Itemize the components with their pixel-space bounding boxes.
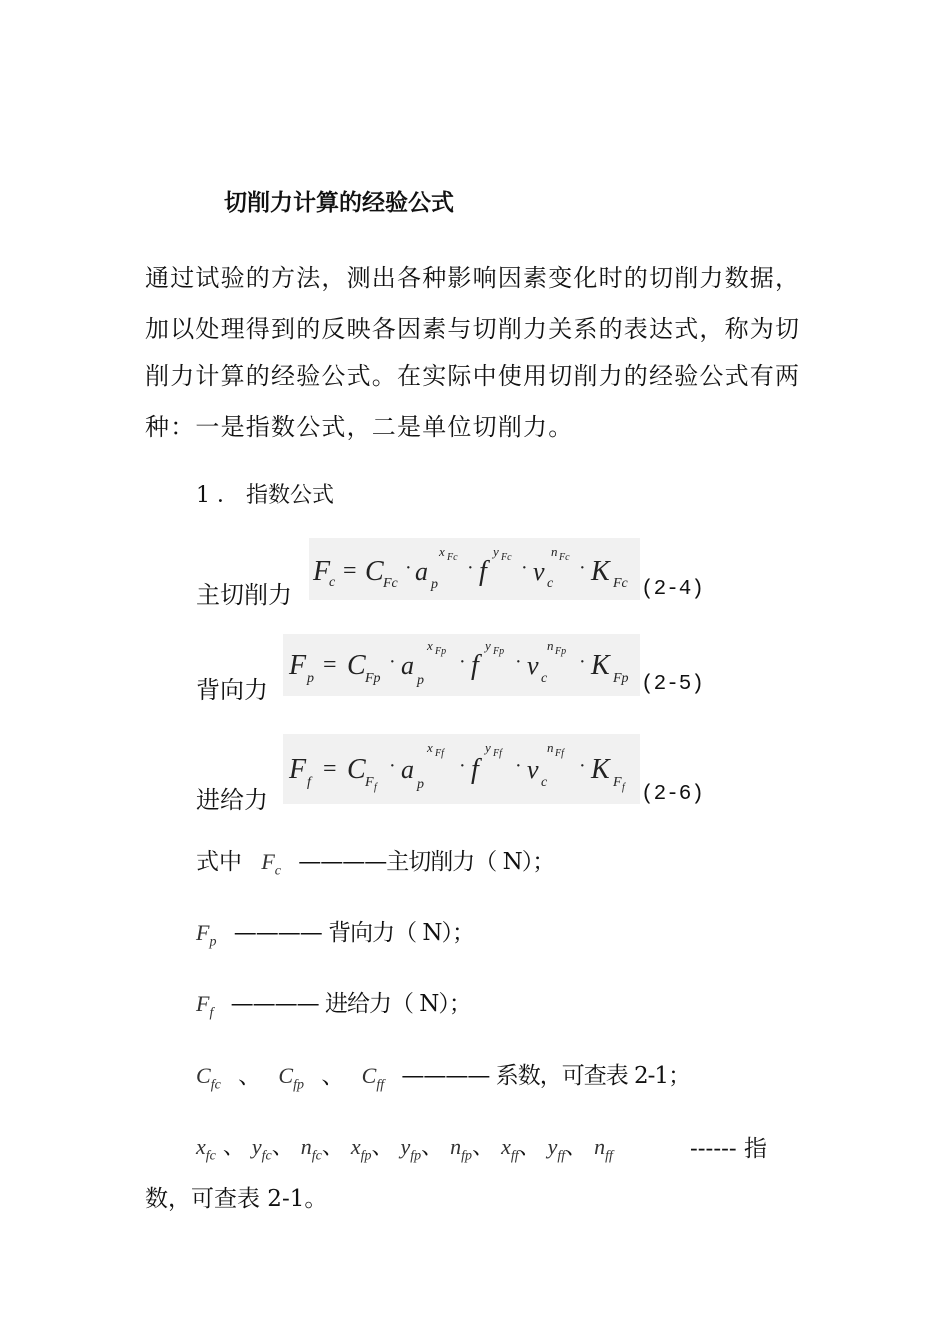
symbol-xfc: $x_{fc}$ bbox=[196, 1134, 216, 1164]
svg-text:=: = bbox=[323, 756, 337, 782]
svg-text:·: · bbox=[515, 755, 522, 777]
formula-label-back-force: 背向力 bbox=[196, 676, 268, 704]
symbol-fp: $F_p$ bbox=[196, 920, 217, 950]
svg-text:K: K bbox=[591, 556, 610, 587]
svg-text:p: p bbox=[431, 577, 438, 592]
svg-text:·: · bbox=[579, 651, 586, 673]
svg-text:Ff: Ff bbox=[555, 748, 564, 759]
svg-text:p: p bbox=[417, 673, 424, 688]
svg-text:F: F bbox=[289, 650, 307, 681]
svg-text:C: C bbox=[347, 650, 366, 681]
svg-text:f: f bbox=[479, 556, 487, 587]
symbol-fc: $F_c$ bbox=[261, 849, 281, 879]
symbol-nff: $n_{ff}$ bbox=[594, 1134, 613, 1164]
symbol-cfp: $C_{fp}$ bbox=[278, 1063, 304, 1093]
svg-text:=: = bbox=[343, 558, 357, 584]
svg-text:y: y bbox=[485, 740, 491, 755]
svg-text:F: F bbox=[365, 775, 374, 790]
svg-text:Fp: Fp bbox=[435, 646, 447, 657]
svg-text:f: f bbox=[374, 782, 377, 793]
svg-text:·: · bbox=[389, 651, 396, 673]
formula-image-back-force bbox=[283, 634, 640, 696]
document-title: 切削力计算的经验公式 bbox=[224, 190, 454, 216]
svg-text:Fp: Fp bbox=[555, 646, 567, 657]
svg-text:=: = bbox=[323, 652, 337, 678]
svg-text:n: n bbox=[547, 740, 554, 755]
svg-text:f: f bbox=[307, 775, 311, 790]
svg-text:c: c bbox=[541, 671, 548, 686]
svg-text:a: a bbox=[401, 651, 414, 680]
svg-text:Fc: Fc bbox=[383, 576, 398, 591]
formula-label-main-cutting-force: 主切削力 bbox=[196, 581, 292, 609]
definition-fp-text: ———— 背向力（ N）； bbox=[233, 920, 475, 946]
definition-coefficients: $C_{fc}$ 、 $C_{fp}$ 、 $C_{ff}$ ———— 系数，可查表 2-1； bbox=[196, 1063, 691, 1093]
svg-text:n: n bbox=[547, 638, 554, 653]
svg-text:c: c bbox=[541, 775, 548, 790]
svg-text:·: · bbox=[459, 755, 466, 777]
svg-text:·: · bbox=[579, 557, 586, 579]
formula-image-feed-force bbox=[283, 734, 640, 804]
svg-text:Fp: Fp bbox=[365, 671, 381, 686]
svg-text:Fp: Fp bbox=[613, 671, 629, 686]
equation-number-2-4: (2-4) bbox=[641, 578, 705, 601]
equation-number-2-5: (2-5) bbox=[641, 673, 705, 696]
svg-text:f: f bbox=[471, 650, 479, 681]
svg-text:f: f bbox=[471, 754, 479, 785]
svg-text:Ff: Ff bbox=[435, 748, 444, 759]
svg-text:·: · bbox=[521, 557, 528, 579]
svg-text:Ff: Ff bbox=[493, 748, 502, 759]
definition-fc bbox=[196, 843, 554, 879]
svg-text:·: · bbox=[515, 651, 522, 673]
svg-text:Fc: Fc bbox=[447, 552, 458, 563]
definition-lead: 式中 bbox=[196, 849, 242, 875]
section-heading: 1 ． 指数公式 bbox=[196, 483, 334, 508]
definition-fc-text: ————主切削力（ N）； bbox=[298, 849, 555, 875]
svg-text:p: p bbox=[307, 671, 314, 686]
symbol-nfp: $n_{fp}$ bbox=[450, 1134, 473, 1164]
symbol-yff: $y_{ff}$ bbox=[547, 1134, 566, 1164]
svg-text:Fc: Fc bbox=[559, 552, 570, 563]
svg-text:·: · bbox=[579, 755, 586, 777]
symbol-yfp: $y_{fp}$ bbox=[400, 1134, 422, 1164]
symbol-xfp: $x_{fp}$ bbox=[350, 1134, 372, 1164]
definition-ff-text: ———— 进给力（ N）； bbox=[230, 991, 471, 1017]
definition-exponents-line2: 数，可查表 2-1。 bbox=[145, 1186, 328, 1212]
definition-exponents-tail: ------ 指 bbox=[690, 1136, 767, 1162]
svg-text:·: · bbox=[389, 755, 396, 777]
svg-text:a: a bbox=[401, 755, 414, 784]
svg-text:x: x bbox=[427, 638, 433, 653]
svg-text:·: · bbox=[405, 557, 412, 579]
definition-fp bbox=[196, 914, 474, 950]
symbol-nfc: $n_{fc}$ bbox=[300, 1134, 322, 1164]
intro-line-4: 种：一是指数公式，二是单位切削力。 bbox=[145, 413, 574, 441]
definition-coefficients-text: ———— 系数，可查表 2-1； bbox=[401, 1063, 691, 1089]
svg-text:Fc: Fc bbox=[501, 552, 512, 563]
svg-text:F: F bbox=[313, 556, 331, 587]
svg-text:y: y bbox=[485, 638, 491, 653]
svg-text:Fc: Fc bbox=[613, 576, 628, 591]
svg-text:x: x bbox=[427, 740, 433, 755]
svg-text:C: C bbox=[347, 754, 366, 785]
svg-text:·: · bbox=[459, 651, 466, 673]
intro-line-1: 通过试验的方法，测出各种影响因素变化时的切削力数据， bbox=[145, 264, 801, 292]
symbol-ff: $F_f$ bbox=[196, 991, 214, 1021]
intro-line-3: 削力计算的经验公式。在实际中使用切削力的经验公式有两 bbox=[145, 362, 801, 390]
svg-text:c: c bbox=[547, 576, 554, 591]
svg-text:C: C bbox=[365, 556, 384, 587]
svg-text:f: f bbox=[622, 782, 625, 793]
symbol-cfc: $C_{fc}$ bbox=[196, 1063, 221, 1093]
svg-text:y: y bbox=[493, 544, 499, 559]
definition-exponents: $x_{fc}$ 、 $y_{fc}$、 $n_{fc}$、 $x_{fp}$、 $y_{fp}$、 $n_{fp}$、 $x_{ff}$、 $y_{ff}$、 $n_{ff}$ bbox=[196, 1134, 613, 1164]
svg-text:v: v bbox=[527, 651, 539, 680]
symbol-xff: $x_{ff}$ bbox=[501, 1134, 519, 1164]
svg-text:v: v bbox=[533, 557, 545, 586]
svg-text:c: c bbox=[329, 575, 336, 590]
svg-text:·: · bbox=[467, 557, 474, 579]
formula-image-main-cutting-force bbox=[309, 538, 640, 600]
svg-text:x: x bbox=[439, 544, 445, 559]
svg-text:v: v bbox=[527, 755, 539, 784]
svg-text:K: K bbox=[591, 650, 610, 681]
equation-number-2-6: (2-6) bbox=[641, 783, 705, 806]
svg-text:Fp: Fp bbox=[493, 646, 505, 657]
symbol-yfc: $y_{fc}$ bbox=[251, 1134, 272, 1164]
svg-text:F: F bbox=[613, 775, 622, 790]
svg-text:p: p bbox=[417, 777, 424, 792]
svg-text:K: K bbox=[591, 754, 610, 785]
intro-line-2: 加以处理得到的反映各因素与切削力关系的表达式，称为切 bbox=[145, 315, 801, 343]
symbol-cff: $C_{ff}$ bbox=[361, 1063, 385, 1093]
svg-text:a: a bbox=[415, 557, 428, 586]
svg-text:F: F bbox=[289, 754, 307, 785]
svg-text:n: n bbox=[551, 544, 558, 559]
definition-ff bbox=[196, 985, 471, 1021]
formula-label-feed-force: 进给力 bbox=[196, 786, 268, 814]
